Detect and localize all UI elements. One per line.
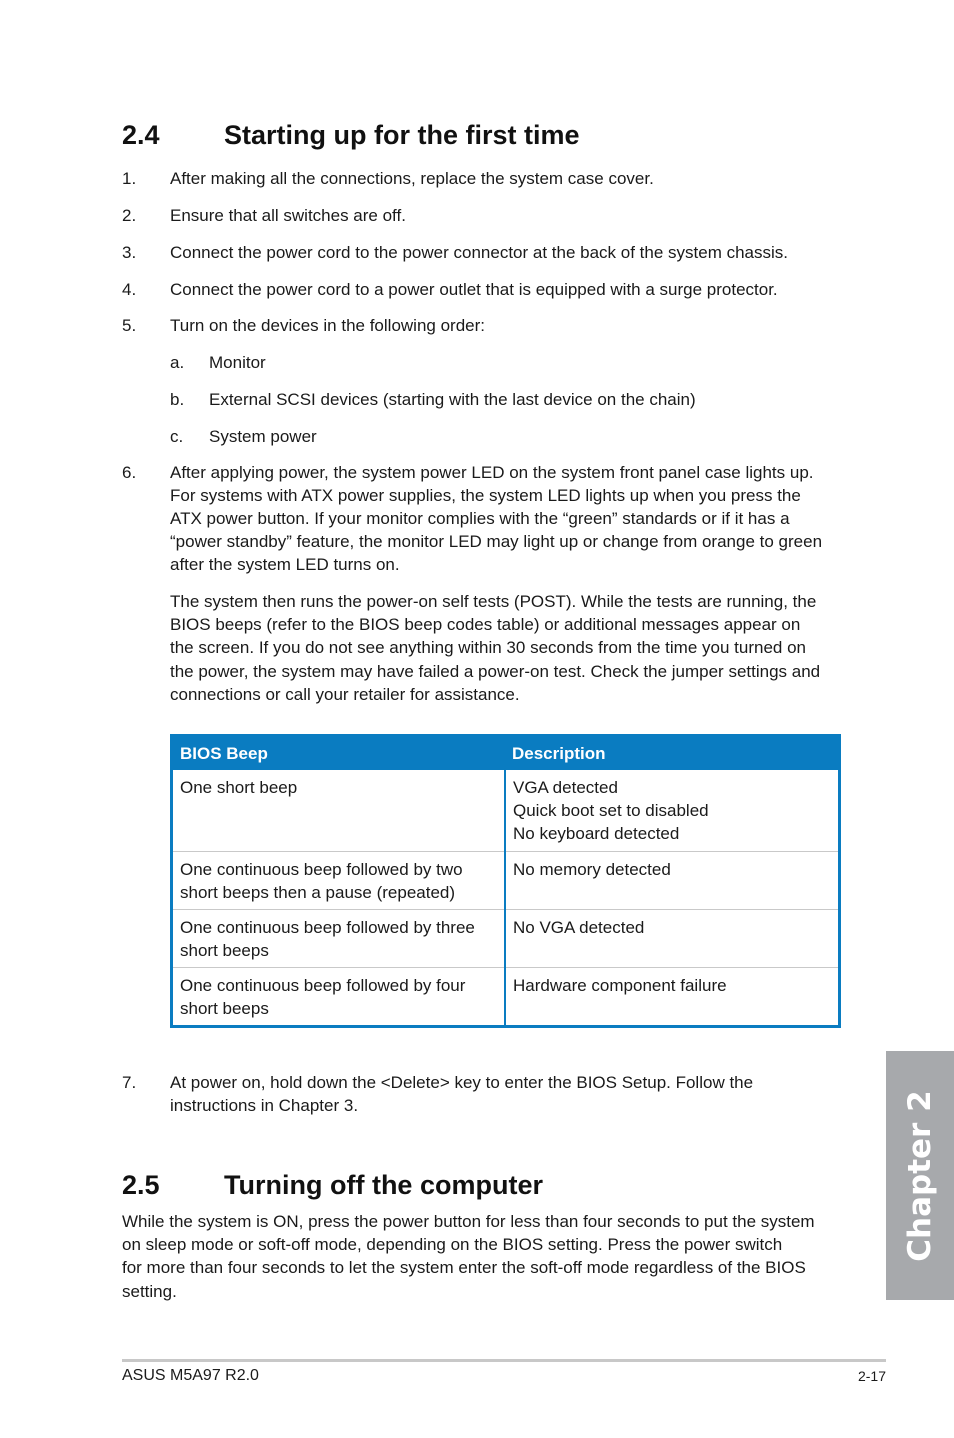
turn-off-paragraph — [122, 1210, 862, 1303]
cell-line: One short beep — [180, 778, 298, 797]
text-line: The system then runs the power-on self tests (POST). While the tests are running, the — [170, 592, 817, 611]
text-line: ATX power button. If your monitor complies with the “green” standards or if it has a — [170, 509, 790, 528]
text-line: on sleep mode or soft-off mode, depending on the BIOS setting. Press the power switch — [122, 1235, 783, 1255]
sub-list-item — [170, 388, 830, 412]
list-item — [122, 278, 842, 302]
sub-list-letter: b. — [170, 390, 185, 409]
table-header-row — [172, 736, 840, 771]
list-item — [122, 314, 842, 338]
text-line: At power on, hold down the <Delete> key to enter the BIOS Setup. Follow the — [170, 1073, 754, 1092]
text-line: “power standby” feature, the monitor LED may light up or change from orange to green — [170, 532, 823, 551]
text-line: the power, the system may have failed a power-on test. Check the jumper settings and — [170, 661, 821, 681]
list-number: 4. — [122, 280, 137, 299]
list-item — [122, 204, 842, 228]
section-title: Starting up for the first time — [224, 120, 580, 150]
column-header-bios-beep: BIOS Beep — [172, 736, 506, 771]
column-header-description: Description — [505, 736, 840, 771]
text-line: for more than four seconds to let the system enter the soft-off mode regardless of the BIOS — [122, 1258, 806, 1278]
beep-cell — [172, 909, 506, 967]
list-number: 1. — [122, 169, 137, 188]
post-paragraph — [170, 590, 850, 706]
list-item — [122, 1071, 842, 1119]
list-text: Connect the power cord to a power outlet that is equipped with a surge protector. — [170, 280, 778, 299]
beep-cell — [172, 967, 506, 1026]
list-number: 6. — [122, 463, 137, 482]
list-text — [170, 461, 840, 576]
table-row — [172, 967, 840, 1026]
list-text: Ensure that all switches are off. — [170, 206, 406, 225]
text-line: After applying power, the system power LED on the system front panel case lights up. — [170, 463, 814, 482]
chapter-tab — [886, 1051, 954, 1300]
list-number: 3. — [122, 243, 137, 262]
cell-line: Hardware component failure — [513, 975, 727, 995]
sub-list-letter: a. — [170, 353, 185, 372]
section-2-5-heading — [122, 1170, 822, 1204]
cell-line: One continuous beep followed by three — [180, 917, 475, 937]
sub-list-text: External SCSI devices (starting with the last device on the chain) — [209, 390, 696, 409]
cell-line: VGA detected — [513, 778, 618, 797]
chapter-tab-label: Chapter 2 — [902, 1089, 938, 1262]
text-line: connections or call your retailer for assistance. — [170, 684, 520, 704]
list-item — [122, 167, 842, 191]
description-cell — [505, 967, 840, 1026]
text-line: For systems with ATX power supplies, the system LED lights up when you press the — [170, 486, 801, 505]
sub-list-text: Monitor — [209, 353, 266, 372]
sub-list-text: System power — [209, 427, 317, 446]
cell-line: No keyboard detected — [513, 824, 680, 843]
bios-beep-table — [170, 734, 841, 1028]
list-text: Connect the power cord to the power connector at the back of the system chassis. — [170, 243, 788, 262]
list-text: Turn on the devices in the following order: — [170, 316, 485, 335]
section-title: Turning off the computer — [224, 1170, 543, 1200]
text-line: While the system is ON, press the power button for less than four seconds to put the system — [122, 1212, 815, 1231]
section-number: 2.5 — [122, 1170, 160, 1200]
cell-line: short beeps — [180, 998, 269, 1018]
list-number: 7. — [122, 1073, 137, 1092]
section-2-4-heading — [122, 120, 822, 154]
list-item — [122, 241, 842, 265]
footer-divider — [122, 1359, 886, 1362]
text-line: setting. — [122, 1281, 177, 1301]
list-text: After making all the connections, replace the system case cover. — [170, 169, 654, 188]
cell-line: Quick boot set to disabled — [513, 801, 709, 820]
sub-list-item — [170, 425, 830, 449]
list-item — [122, 461, 842, 579]
description-cell — [505, 851, 840, 909]
section-number: 2.4 — [122, 120, 160, 150]
cell-line: short beeps then a pause (repeated) — [180, 882, 456, 902]
text-line: BIOS beeps (refer to the BIOS beep codes table) or additional messages appear on — [170, 615, 801, 635]
text-line: instructions in Chapter 3. — [170, 1096, 359, 1115]
footer-page-number: 2-17 — [857, 1368, 886, 1384]
text-line: the screen. If you do not see anything within 30 seconds from the time you turned on — [170, 638, 806, 658]
description-cell — [505, 770, 840, 851]
table-row — [172, 851, 840, 909]
table-row — [172, 909, 840, 967]
table-row — [172, 770, 840, 851]
beep-cell — [172, 770, 506, 851]
text-line: after the system LED turns on. — [170, 555, 400, 574]
beep-cell — [172, 851, 506, 909]
list-number: 5. — [122, 316, 137, 335]
cell-line: No memory detected — [513, 859, 671, 879]
list-number: 2. — [122, 206, 137, 225]
sub-list-item — [170, 351, 830, 375]
cell-line: One continuous beep followed by two — [180, 859, 463, 879]
cell-line: No VGA detected — [513, 917, 645, 937]
footer-product-name: ASUS M5A97 R2.0 — [122, 1367, 259, 1384]
list-text — [170, 1071, 840, 1117]
sub-list-letter: c. — [170, 427, 184, 446]
description-cell — [505, 909, 840, 967]
cell-line: One continuous beep followed by four — [180, 975, 466, 995]
cell-line: short beeps — [180, 940, 269, 960]
